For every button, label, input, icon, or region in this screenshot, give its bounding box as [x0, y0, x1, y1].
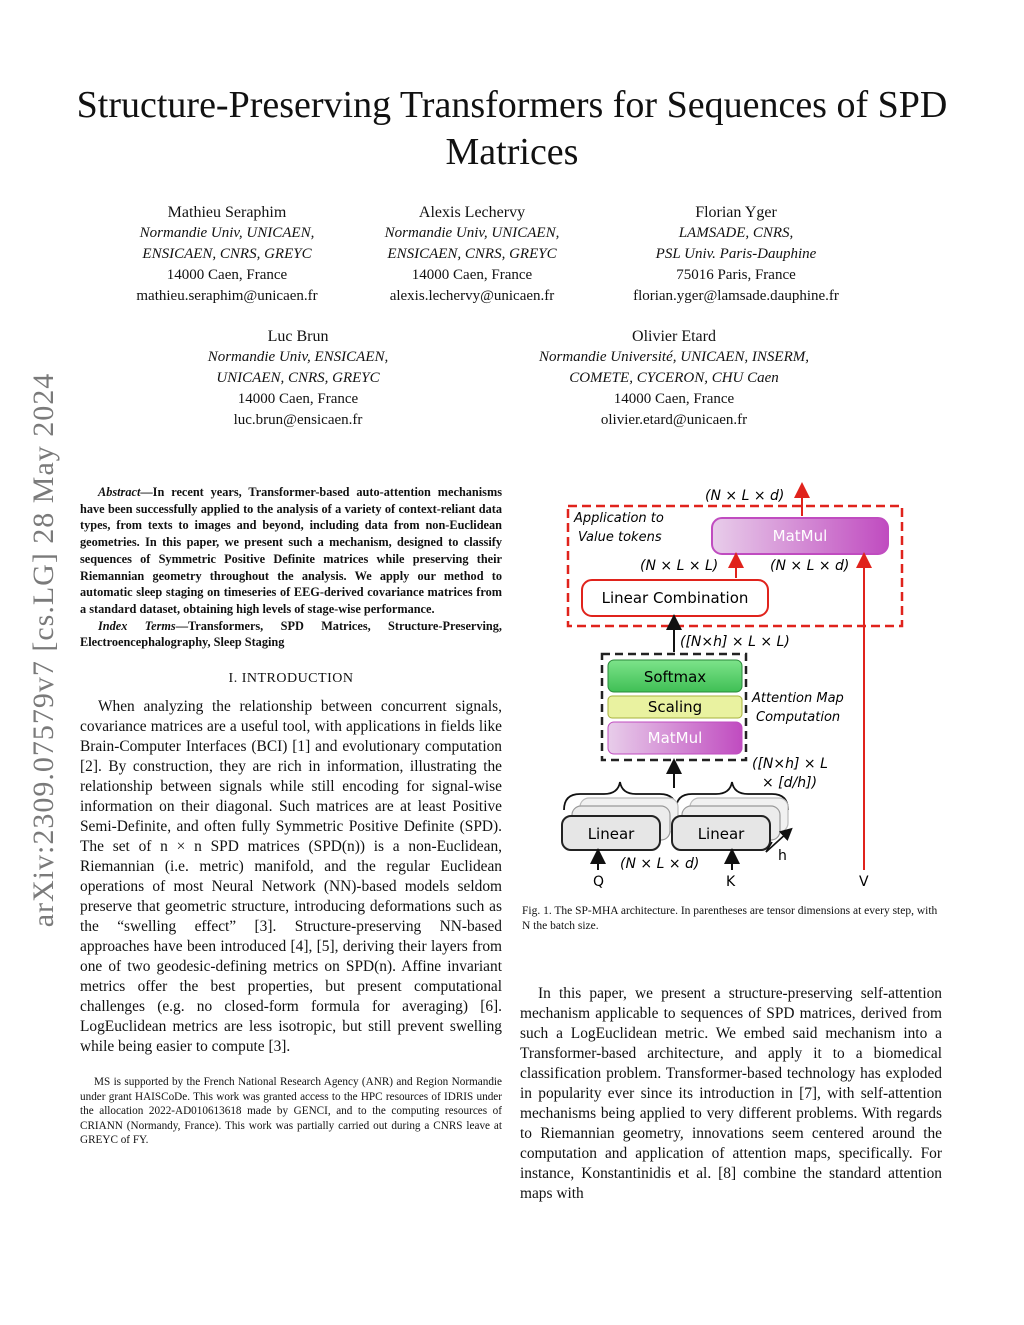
abstract-label: Abstract	[98, 485, 141, 499]
scaling-label: Scaling	[647, 698, 703, 716]
matmul-bottom-label: MatMul	[647, 729, 703, 747]
author-affiliation: Normandie Université, UNICAEN, INSERM,	[539, 349, 809, 365]
application-label: Application to	[574, 511, 664, 526]
author-affiliation: UNICAEN, CNRS, GREYC	[216, 370, 380, 386]
application-label: Value tokens	[578, 530, 662, 545]
dim-label: × [d/h])	[762, 775, 818, 791]
author-affiliation: Normandie Univ, UNICAEN,	[384, 225, 560, 241]
author-block	[178, 326, 418, 431]
h-label: h	[778, 848, 787, 864]
section-heading: I. INTRODUCTION	[228, 671, 354, 687]
author-city: 14000 Caen, France	[613, 391, 735, 407]
softmax-label: Softmax	[643, 668, 707, 686]
intro-paragraph: In this paper, we present a structure-preserving self-attention mechanism applicable to sequences of SPD matrices, derived from such a LogEuclidean metric. We embed said mechanism into a Transformer-based architecture, and apply it to a biomedical classification problem. Transformer-based technology has exploded in popularity ever since its introduction in [7], with self-attention mechanisms being applied to very different problems. With regards to Riemannian geometry, innovations seem centered around the computation and application of attention maps, specifically. For instance, Konstantinidis et al. [8] combine the standard attention maps with	[520, 985, 942, 1202]
author-email[interactable]: alexis.lechervy@unicaen.fr	[389, 288, 555, 304]
linear-q-label: Linear	[587, 825, 635, 843]
intro-paragraph: When analyzing the relationship between concurrent signals, covariance matrices are a useful tool, with applications in fields like Brain-Computer Interfaces (BCI) [1] and evolutionary computation [2]. By construction, they are rich in information, illustrating the relationship between signals while still encoding for signal-wise information on their diagonal. Such matrices are at least Positive Semi-Definite, and often fully Symmetric Positive Definite (SPD). The set of n × n SPD matrices (SPD(n)) is a non-Euclidean, Riemannian (i.e. metric) manifold, and the regular Euclidean operations of most Neural Network (NN)-based models seldom preserve that geometric structure, introducing deformations such as the “swelling effect” [3]. Structure-preserving NN-based approaches have been introduced [4], [5], deriving their layers from one of two geodesic-defining metrics on SPD(n). Affine invariant metrics offer the best properties, but present computational challenges (e.g. no closed-form formula for averaging) [6]. LogEuclidean metrics are less isotropic, but still prevent swelling while being easier to compute [3].	[80, 698, 502, 1056]
author-affiliation: COMETE, CYCERON, CHU Caen	[569, 370, 779, 386]
index-terms-label: Index Terms	[98, 618, 176, 633]
author-email[interactable]: olivier.etard@unicaen.fr	[600, 412, 748, 428]
dim-label: (N × L × L)	[640, 558, 719, 574]
dim-label: ([N×h] × L × L)	[680, 634, 790, 650]
author-email[interactable]: florian.yger@lamsade.dauphine.fr	[633, 288, 839, 304]
author-city: 14000 Caen, France	[411, 267, 533, 283]
dim-label: (N × L × d)	[705, 488, 785, 504]
v-label: V	[859, 874, 869, 890]
author-affiliation: ENSICAEN, CNRS, GREYC	[142, 246, 312, 262]
arxiv-stamp: arXiv:2309.07579v7 [cs.LG] 28 May 2024	[27, 372, 60, 928]
q-label: Q	[593, 874, 605, 890]
right-column	[520, 984, 942, 1204]
author-block	[356, 202, 588, 307]
author-block	[504, 326, 844, 431]
author-email[interactable]: mathieu.seraphim@unicaen.fr	[136, 288, 318, 304]
author-block	[112, 202, 342, 307]
author-city: 75016 Paris, France	[676, 267, 796, 283]
index-terms	[80, 618, 502, 651]
figure-caption: Fig. 1. The SP-MHA architecture. In parentheses are tensor dimensions at every step, with N the batch size.	[522, 905, 938, 932]
author-name: Luc Brun	[267, 328, 329, 345]
author-city: 14000 Caen, France	[237, 391, 359, 407]
abstract-text: —In recent years, Transformer-based auto-attention mechanisms have been successfully applied to the analysis of a variety of context-reliant data types, from texts to images and beyond, including data from non-Euclidean geometries. In this paper, we present such a mechanism, designed to classify sequences of Symmetric Positive Definite matrices while preserving their Riemannian geometry throughout the analysis. We apply our method to automatic sleep staging on timeseries of EEG-derived covariance matrices from a standard dataset, obtaining high levels of stage-wise performance.	[80, 485, 502, 616]
abstract	[80, 484, 502, 618]
dim-label: (N × L × d)	[770, 558, 850, 574]
index-terms-text: —Transformers, SPD Matrices, Structure-Preserving, Electroencephalography, Sleep Staging	[80, 618, 502, 650]
linear-combination-label: Linear Combination	[601, 589, 749, 607]
author-name: Olivier Etard	[632, 328, 716, 345]
author-affiliation: LAMSADE, CNRS,	[678, 225, 794, 241]
author-email[interactable]: luc.brun@ensicaen.fr	[233, 412, 363, 428]
architecture-diagram	[540, 478, 960, 898]
author-affiliation: PSL Univ. Paris-Dauphine	[655, 246, 817, 262]
author-name: Florian Yger	[695, 204, 777, 221]
footnote: MS is supported by the French National Research Agency (ANR) and Region Normandie under grant HAISCoDe. This work was granted access to the HPC resources of IDRIS under the allocation 2022-AD010613618 made by GENCI, and to the computing resources of CRIANN (Normandy, France). This work was partially carried out during a CNRS leave at GREYC of FY.	[80, 1076, 502, 1147]
dim-label: (N × L × d)	[620, 856, 700, 872]
author-block	[602, 202, 870, 307]
author-affiliation: Normandie Univ, ENSICAEN,	[207, 349, 389, 365]
dim-label: ([N×h] × L	[752, 756, 828, 772]
attention-label: Computation	[756, 710, 841, 725]
linear-k-label: Linear	[697, 825, 745, 843]
matmul-top-label: MatMul	[772, 527, 828, 545]
paper-title: Structure-Preserving Transformers for Sequences of SPD Matrices	[76, 84, 948, 173]
author-city: 14000 Caen, France	[166, 267, 288, 283]
author-name: Alexis Lechervy	[418, 204, 526, 221]
author-affiliation: Normandie Univ, UNICAEN,	[139, 225, 315, 241]
author-name: Mathieu Seraphim	[167, 204, 287, 221]
attention-label: Attention Map	[752, 691, 844, 706]
left-column	[80, 484, 502, 1148]
k-label: K	[726, 874, 736, 890]
figure-sp-mha	[540, 478, 960, 898]
author-affiliation: ENSICAEN, CNRS, GREYC	[387, 246, 557, 262]
